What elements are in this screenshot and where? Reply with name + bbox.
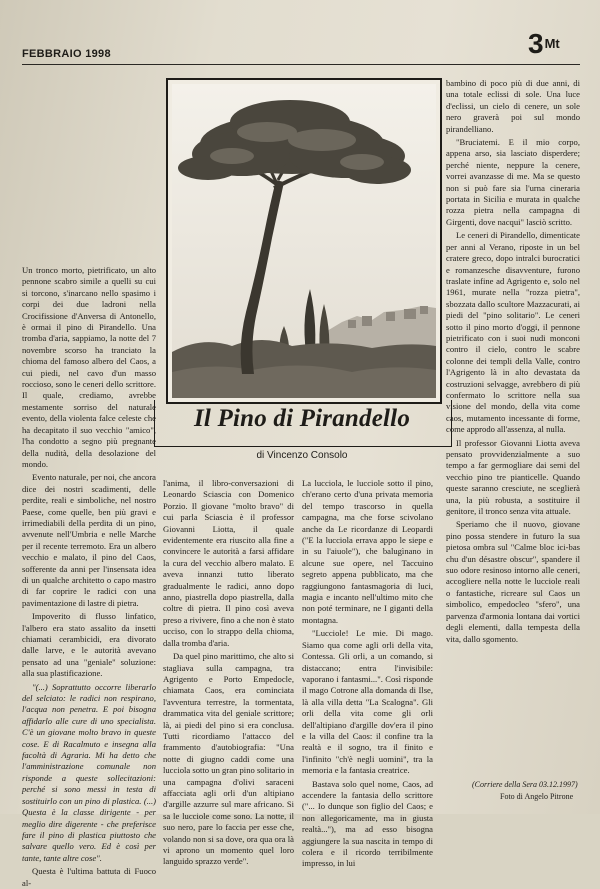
logo-suffix: Mt <box>544 36 560 51</box>
paragraph: Questa è l'ultima battuta di Fuoco al- <box>22 866 156 888</box>
pine-tree-illustration <box>172 84 436 398</box>
photo-credit: Foto di Angelo Pitrone <box>500 792 574 801</box>
paragraph: Bastava solo quel nome, Caos, ad accendere la fantasia dello scrittore ("... Io dunque son figlio del Caos; e non allegoricamente, ma in giusta realtà..."), ma ad esso bisogna aggiungere la sua nascita in tempo di colera e il ricordo terribilmente impresso, in lui <box>302 778 433 869</box>
paragraph: Evento naturale, per noi, che ancora dice dei nostri scadimenti, delle perdite, reali e simboliche, nel nostro Paese, come quelle, ben più gravi e irrimediabili della perdita di un pino, avvenute nell'Umbria e nelle Marche per il recente terremoto. Era un albero vecchio e malato, il pino del Caos, sofferente da anni per l'insensata idea di un qualche architetto o capo mastro di far coprire le radici con una pavimentazione di lastre di pietra. <box>22 472 156 608</box>
article-byline: di Vincenzo Consolo <box>256 450 348 461</box>
article-column-2 <box>163 478 295 867</box>
logo-number: 3 <box>528 28 544 59</box>
quote-paragraph: "(...) Soprattutto occorre liberarlo del selciato: le radici non respirano, l'acqua non penetra. E poi bisogna affidarlo alle cure di uno specialista. C'è un giovane molto bravo in queste cose. E di Racalmuto e insegna alla facoltà di Agraria. Mi ha detto che l'amministrazione comunale non risponde a queste sollecitazioni: perché si sono messi in testa di sostituirlo con un pino di plastica. (...) Questa è la classe dirigente - per meglio dire digerente - che preferisce fare il pino di plastica piuttosto che salvare quello vero. Ed è così per tante, tante altre cose". <box>22 681 156 863</box>
paragraph: Il professor Giovanni Liotta aveva pensato provvidenzialmente a suo tempo a far germogliare dai semi del vecchio pino tre pianticelle. Quando queste saranno cresciute, ne sceglierà una, la più robusta, a sostituire il genitore, il tronco senza vita attuale. <box>446 437 580 517</box>
issue-date: FEBBRAIO 1998 <box>22 48 111 60</box>
article-column-4 <box>446 78 580 808</box>
paragraph: Impoverito di flusso linfatico, l'albero era stato assalito da insetti chiamati cerambicidi, era divorato dalle larve, e le autorità avevano pensato ad una "geniale" soluzione: alla sua plastificazione. <box>22 611 156 679</box>
pine-photo <box>166 78 442 404</box>
article-column-3 <box>302 478 433 869</box>
article-column-1 <box>22 265 156 888</box>
source-note: (Corriere della Sera 03.12.1997) <box>472 780 578 789</box>
header-rule <box>22 64 580 65</box>
paragraph: bambino di poco più di due anni, di una totale eclissi di sole. Una luce d'eclissi, un cielo di cenere, un sole nero graverà poi sul mondo pirandelliano. <box>446 78 580 134</box>
article-title: Il Pino di Pirandello <box>193 405 411 432</box>
paragraph: Da quel pino marittimo, che alto si stagliava sulla campagna, tra Agrigento e Porto Empedocle, chiamata Caos, era cominciata l'avventura terrestre, la tormentata, drammatica vita del geniale scrittore; là, ai piedi del pino si era conclusa. Tutti ricordiamo l'attacco del frammento d'autobiografia: "Una notte di giugno caddi come una lucciola sotto un gran pino solitario in una campagna d'olivi saraceni affacciata agli orli d'un altipiano d'argille azzurre sul mare africano. Si sa le lucciole come sono. La notte, il suo nero, pare lo faccia per esse che, volando non si sa dove, ora qua ora là vi aprono un momento quel loro languido sprazzo verde". <box>163 651 294 867</box>
paragraph: Le ceneri di Pirandello, dimenticate per anni al Verano, riposte in un bel cratere greco, dopo intralci burocratici e romanzesche disavventure, furono traslate infine ad Agrigento e, solo nel 1961, murate nella "rozza pietra", sbozzata dallo scultore Mazzacurati, ai piedi del "pino solitario". Le ceneri sotto il pino morto d'oggi, il pennone pietrificato con i suoi nudi monconi contro il cielo, contro le scabre colonne dei templi della Valle, contro l'Agrigento là in alto devastata da costruzioni selvagge, avrebbero di più confermato lo scrittore nella sua visione del mondo, della vita come caos, mutamento incessante di forme, come approdo all'assenza, al nulla. <box>446 230 580 435</box>
quote-paragraph: "Bruciatemi. E il mio corpo, appena arso, sia lasciato disperdere; perché niente, neppure la cenere, vorrei avanzasse di me. Ma se questo non si può fare sia l'urna cineraria portata in Sicilia e murata in qualche rozza pietra nella campagna di Girgenti, dove nacqui" lasciò scritto. <box>446 137 580 227</box>
quote-paragraph: "Lucciole! Le mie. Di mago. Siamo qua come agli orli della vita, Contessa. Gli orli, a un comando, si distaccano; entra l'invisibile: vaporano i fantasmi...". Così risponde il mago Cotrone alla domanda di Ilse, là alla villa detta "La Scalogna". Gli orli della vita come gli orli dell'altipiano d'argille dov'era il pino e la villa del Caos: il confine tra la realtà e il sogno, tra il finito e l'infinito "ch'è negli uomini", tra la memoria e la fantasia creatrice. <box>302 628 433 776</box>
paragraph: Un tronco morto, pietrificato, un alto pennone scabro simile a quelli su cui si torcono, s'inarcano nello spasimo i corpi dei due ladroni nella Crocifissione d'Anversa di Antonello, è ormai il pino di Pirandello. Una tromba d'aria, sappiamo, la notte del 7 novembre scorso ha tranciato la chioma del famoso albero del Caos, a cui piedi, nel cavo d'un masso roccioso, sono le ceneri dello scrittore. Il quale, crediamo, avrebbe mestamente sorriso del naturale evento, della violenta falce celeste che ha decapitato il suo vecchio "amico", l'ha condotto a segno più pregnante della nudità, della desolazione del mondo. <box>22 265 156 469</box>
paragraph: l'anima, il libro-conversazioni di Leonardo Sciascia con Domenico Porzio. Il giovane "molto bravo" di cui parla Sciascia è il professor Giovanni Liotta, il quale evidentemente era riuscito alla fine a convincere le autorità a farsi affidare la cura del vecchio albero malato. E aveva innanzi tutto liberato gradualmente le radici, anno dopo anno, piastrella dopo piastrella, dalla coltre di pietra. Il pino così aveva preso a rivivere, fino a che non è stato ucciso, con lo strappo della chioma, dalla tromba d'aria. <box>163 478 295 648</box>
magazine-logo <box>528 30 560 58</box>
paragraph: Speriamo che il nuovo, giovane pino possa stendere in futuro la sua pietosa ombra sul "Calme bloc ici-bas chu d'un désastre obscur", spandere il suo odore resinoso intorno alle ceneri, accogliere nella notte le lucciole reali o fantastiche, ricreare sul Caos un simbolico, empedocleo "sfero", una parvenza d'armonia lontana dai vortici degli elementi, dalla tempesta della vita, dallo sgomento. <box>446 519 580 644</box>
paragraph: La lucciola, le lucciole sotto il pino, ch'erano certo d'una privata memoria del tempo trascorso in quella campagna, ma che forse scivolano anche da Le ricordanze di Leopardi ("E la lucciola errava appo le siepe e in su l'aiuole"), che balugìnano in alcune sue opere, nel Taccuino segreto appena pubblicato, ma che raggiungono fantasmagoria di luci, magia e incanto nell'ultimo mito che non poté terminare, ne I giganti della montagna. <box>302 478 433 625</box>
